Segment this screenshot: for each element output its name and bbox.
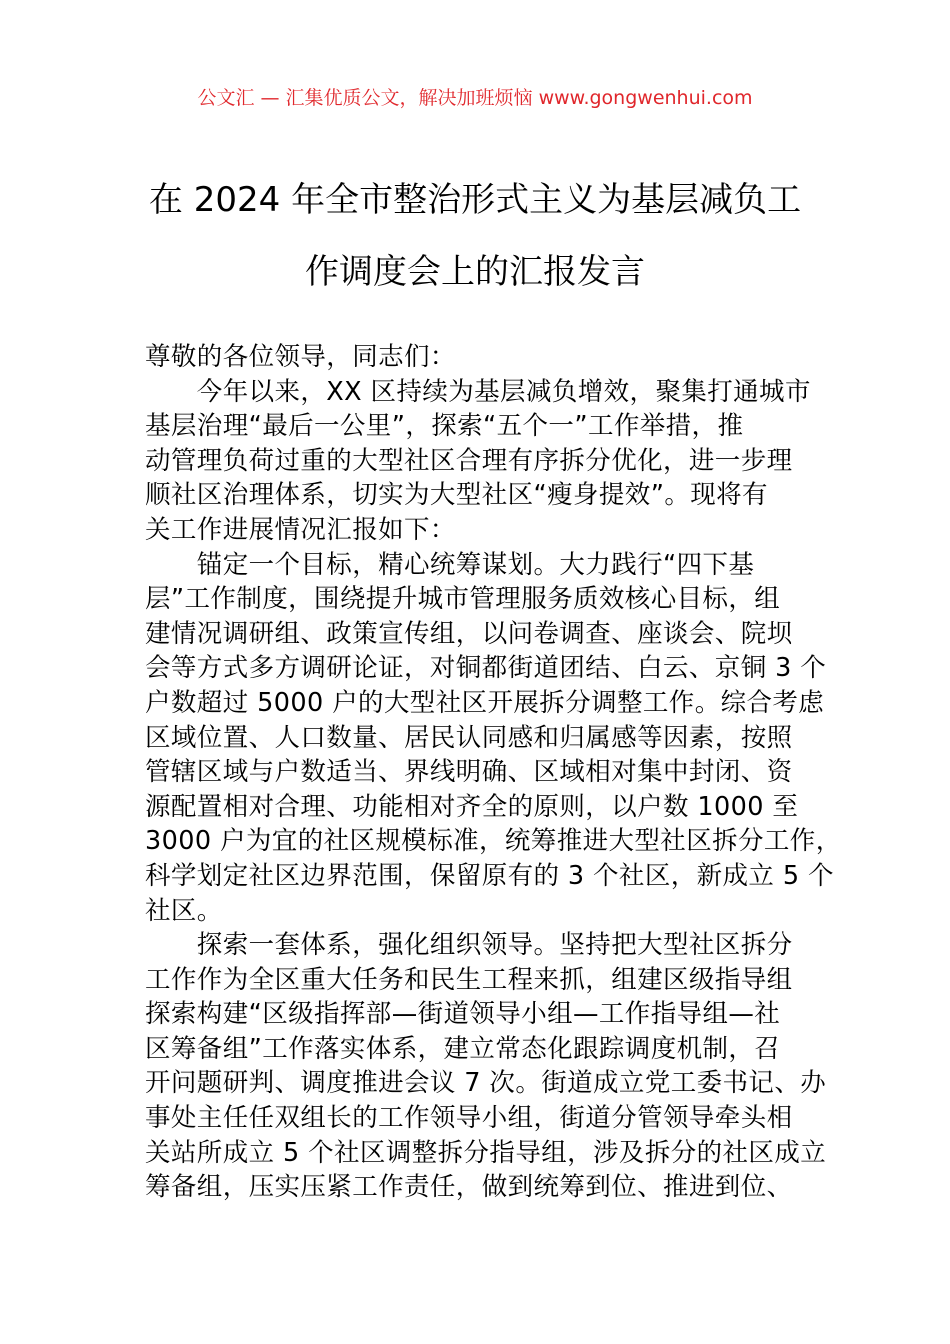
body-line: 管辖区域与户数适当、界线明确、区域相对集中封闭、资: [145, 757, 793, 788]
document-body: [145, 340, 842, 1205]
body-line: 筹备组，压实压紧工作责任，做到统筹到位、推进到位、: [145, 1172, 793, 1203]
body-line: 区筹备组”工作落实体系，建立常态化跟踪调度机制，召: [145, 1033, 781, 1064]
document-title-line-2: 作调度会上的汇报发言: [305, 252, 645, 292]
body-line: 探索构建“区级指挥部—街道领导小组—工作指导组—社: [145, 999, 781, 1030]
body-line: 区域位置、人口数量、居民认同感和归属感等因素，按照: [145, 722, 793, 753]
body-line: 科学划定社区边界范围，保留原有的 3 个社区，新成立 5 个: [145, 860, 834, 891]
body-line: 会等方式多方调研论证，对铜都街道团结、白云、京铜 3 个: [145, 653, 827, 684]
body-line: 3000 户为宜的社区规模标准，统筹推进大型社区拆分工作，: [145, 826, 842, 857]
body-line: 基层治理“最后一公里”，探索“五个一”工作举措，推: [145, 411, 744, 442]
body-line: 关站所成立 5 个社区调整拆分指导组，涉及拆分的社区成立: [145, 1137, 827, 1168]
body-line: 顺社区治理体系，切实为大型社区“瘦身提效”。现将有: [145, 480, 768, 511]
salutation: 尊敬的各位领导，同志们：: [145, 342, 456, 372]
body-line: 建情况调研组、政策宣传组，以问卷调查、座谈会、院坝: [145, 618, 793, 649]
body-line: 今年以来，XX 区持续为基层减负增效，聚集打通城市: [145, 376, 811, 407]
body-line: 事处主任任双组长的工作领导小组，街道分管领导牵头相: [145, 1103, 793, 1134]
document-title-line-1: 在 2024 年全市整治形式主义为基层减负工: [148, 180, 802, 220]
body-line: 工作作为全区重大任务和民生工程来抓，组建区级指导组: [145, 964, 793, 995]
body-line: 探索一套体系，强化组织领导。坚持把大型社区拆分: [145, 930, 793, 961]
body-line: 锚定一个目标，精心统筹谋划。大力践行“四下基: [145, 549, 755, 580]
watermark-banner: 公文汇 — 汇集优质公文，解决加班烦恼 www.gongwenhui.com: [197, 87, 753, 109]
body-line: 开问题研判、调度推进会议 7 次。街道成立党工委书记、办: [145, 1068, 827, 1099]
body-line: 社区。: [145, 895, 223, 926]
body-line: 层”工作制度，围绕提升城市管理服务质效核心目标，组: [145, 584, 781, 615]
body-line: 源配置相对合理、功能相对齐全的原则，以户数 1000 至: [145, 791, 799, 822]
body-line: 关工作进展情况汇报如下：: [145, 514, 456, 545]
body-line: 户数超过 5000 户的大型社区开展拆分调整工作。综合考虑: [145, 687, 825, 718]
body-line: 动管理负荷过重的大型社区合理有序拆分优化，进一步理: [145, 445, 793, 476]
